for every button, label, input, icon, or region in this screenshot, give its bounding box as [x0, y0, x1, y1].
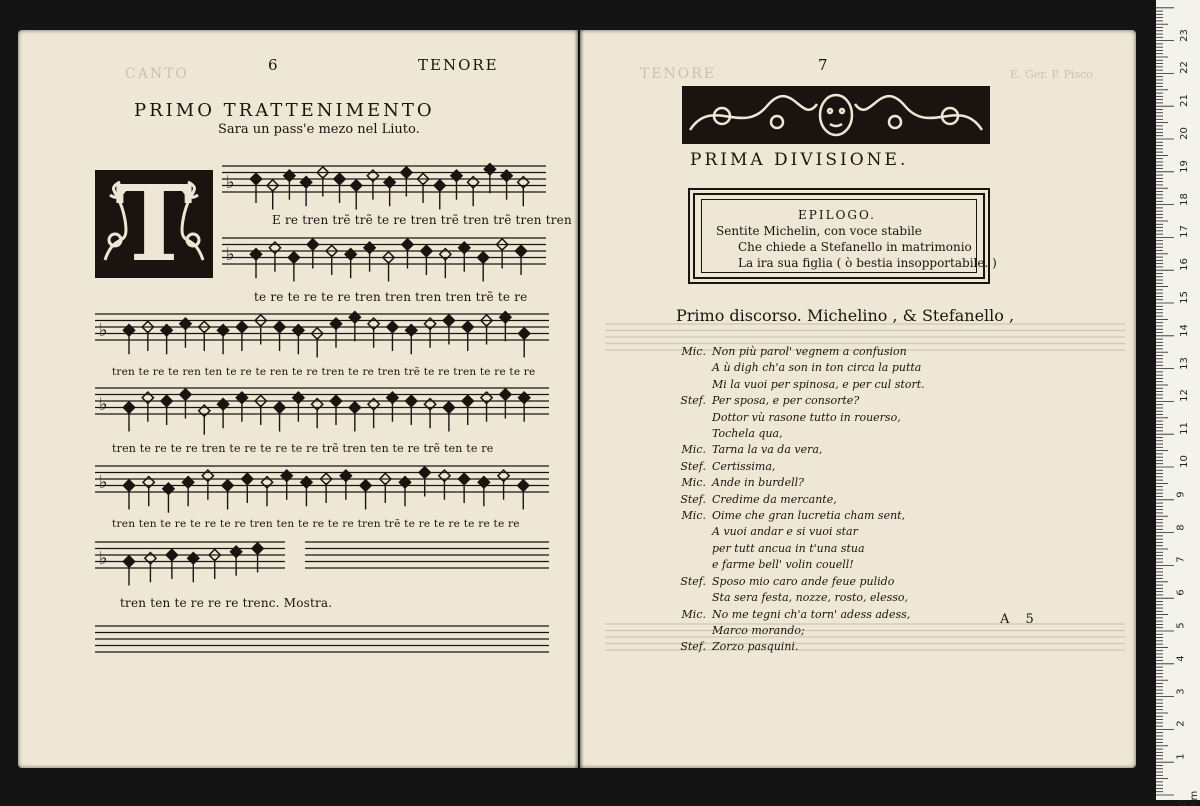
ghost-staff	[605, 320, 1125, 380]
note-head	[143, 477, 154, 488]
note-head	[307, 239, 318, 250]
note-head	[498, 470, 509, 481]
dialogue-text: Oime che gran lucretia cham sent,	[712, 509, 906, 523]
dialogue-line	[672, 459, 925, 475]
speaker-label: Mic.	[681, 476, 706, 490]
ruler-label: 10	[1178, 455, 1190, 468]
discourse-title: Primo discorso. Michelino , & Stefanello ,	[676, 306, 1015, 325]
note-head	[367, 170, 378, 181]
note-head	[406, 325, 417, 336]
dialogue-text: Ande in burdell?	[712, 476, 805, 490]
speaker-label: Stef.	[680, 492, 706, 506]
note-head	[163, 483, 174, 494]
dialogue-block	[672, 344, 925, 656]
voice-header-left: TENORE	[418, 56, 499, 74]
note-head	[188, 553, 199, 564]
dialogue-text: per tutt ancua in t'una stua	[712, 541, 865, 555]
clef-glyph: ♭	[99, 548, 108, 569]
note-head	[368, 318, 379, 329]
note-head	[180, 318, 191, 329]
note-head	[401, 167, 412, 178]
music-staff	[95, 462, 549, 522]
note-head	[368, 399, 379, 410]
ruler-label: 9	[1175, 491, 1187, 498]
ruler-label: 15	[1178, 291, 1190, 304]
ruler-label: 12	[1178, 389, 1190, 403]
epilogue-line: Sentite Michelin, con voce stabile	[716, 224, 922, 238]
speaker-label: Mic.	[681, 509, 706, 523]
note-head	[293, 325, 304, 336]
note-head	[274, 321, 285, 332]
dialogue-line	[672, 541, 925, 557]
dialogue-text: Tochela qua,	[712, 427, 783, 441]
page-number-left: 6	[268, 56, 280, 74]
dialogue-text: Mi la vuoi per spinosa, e per cul stort.	[712, 377, 925, 391]
note-head	[180, 389, 191, 400]
music-staff	[95, 384, 549, 444]
ruler-label: 18	[1178, 192, 1190, 206]
ruler-label: 22	[1178, 61, 1190, 75]
ghost-staff	[605, 620, 1125, 680]
lyric-line: tren ten te re re re trenc. Mostra.	[120, 596, 333, 610]
note-head	[519, 392, 530, 403]
ruler-label: 0 cm	[1178, 790, 1200, 806]
note-head	[387, 392, 398, 403]
dialogue-text: Sta sera festa, nozze, rosto, elesso,	[712, 591, 908, 605]
dialogue-line	[672, 442, 925, 458]
note-head	[161, 325, 172, 336]
note-head	[459, 242, 470, 253]
lyric-line: tren te re te re tren te re te re te re trẽ tren ten te re trẽ ten te re	[112, 442, 494, 455]
dialogue-line	[672, 508, 925, 524]
note-head	[351, 180, 362, 191]
left-title: PRIMO TRATTENIMENTO	[134, 100, 435, 121]
decorated-initial	[95, 162, 213, 285]
note-head	[434, 180, 445, 191]
signature-mark: A 5	[1000, 612, 1040, 627]
dialogue-text: A vuoi andar e si vuoi star	[712, 525, 858, 539]
ghost-header-right-2: E. Ger. P. Pisco	[1010, 68, 1093, 81]
speaker-label: Mic.	[681, 345, 706, 358]
note-head	[384, 177, 395, 188]
left-subtitle: Sara un pass'e mezo nel Liuto.	[218, 122, 420, 137]
note-head	[345, 249, 356, 260]
note-head	[300, 177, 311, 188]
note-head	[252, 543, 263, 554]
note-head	[462, 395, 473, 406]
note-head	[182, 477, 193, 488]
note-head	[439, 470, 450, 481]
note-head	[443, 315, 454, 326]
note-head	[519, 328, 530, 339]
dialogue-line	[672, 410, 925, 426]
speaker-label: Mic.	[681, 607, 706, 621]
note-head	[293, 392, 304, 403]
note-head	[166, 549, 177, 560]
speaker-label: Stef.	[680, 459, 706, 473]
dialogue-text: Per sposa, e per consorte?	[712, 394, 860, 408]
note-head	[274, 402, 285, 413]
note-head	[202, 470, 213, 481]
note-head	[349, 312, 360, 323]
note-head	[236, 321, 247, 332]
ruler-label: 3	[1175, 687, 1187, 695]
note-head	[242, 473, 253, 484]
lyric-line: te re te re te re tren tren tren tren trẽ te re	[254, 290, 528, 304]
dialogue-text: Credime da mercante,	[712, 492, 837, 506]
music-staff	[95, 310, 549, 370]
note-head	[123, 325, 134, 336]
dialogue-text: Zorzo pasquini.	[712, 640, 799, 654]
ruler-label: 6	[1175, 589, 1187, 596]
note-head	[222, 480, 233, 491]
ghost-header-left: CANTO	[125, 66, 189, 82]
speaker-label: Mic.	[681, 443, 706, 457]
music-staff-empty	[95, 622, 549, 682]
ruler-label: 2	[1175, 720, 1187, 728]
dialogue-line	[672, 557, 925, 573]
note-head	[484, 164, 495, 175]
note-head	[330, 395, 341, 406]
note-head	[123, 402, 134, 413]
dialogue-text: Non più parol' vegnem a confusion	[712, 345, 907, 358]
dialogue-line	[672, 393, 925, 409]
note-head	[501, 170, 512, 181]
ruler-label: 5	[1175, 622, 1187, 629]
lyric-line: tren ten te re te re te re tren ten te re te re tren trẽ te re te re te re te re	[112, 518, 520, 530]
epilogue-line: Che chiede a Stefanello in matrimonio	[738, 240, 972, 254]
clef-glyph: ♭	[226, 172, 235, 193]
music-staff	[95, 538, 285, 598]
dialogue-text: Dottor vù rasone tutto in rouerso,	[712, 410, 901, 424]
ghost-header-right: TENORE	[640, 66, 717, 82]
ruler-label: 16	[1178, 258, 1190, 272]
dialogue-line	[672, 475, 925, 491]
clef-glyph: ♭	[99, 320, 108, 341]
note-head	[145, 553, 156, 564]
ruler-label: 17	[1178, 225, 1190, 239]
note-head	[421, 245, 432, 256]
note-head	[250, 173, 261, 184]
note-head	[217, 399, 228, 410]
ruler-label: 19	[1178, 159, 1190, 173]
note-head	[364, 242, 375, 253]
note-head	[284, 170, 295, 181]
note-head	[402, 239, 413, 250]
note-head	[515, 245, 526, 256]
ruler-label: 23	[1178, 28, 1190, 42]
ruler-label: 21	[1178, 94, 1190, 108]
ruler-label: 13	[1178, 356, 1190, 370]
note-head	[481, 392, 492, 403]
lyric-line: tren te re te ren ten te re te ren te re tren te re tren trẽ te re tren te re te re	[112, 366, 536, 378]
note-head	[301, 477, 312, 488]
dialogue-text: Tarna la va da vera,	[712, 443, 823, 457]
note-head	[500, 312, 511, 323]
division-title: PRIMA DIVISIONE.	[690, 150, 909, 170]
dialogue-text: A ù digh ch'a son in ton circa la putta	[712, 361, 922, 375]
note-head	[451, 170, 462, 181]
epilogue-line: La ira sua figlia ( ò bestia insopportabile. )	[738, 256, 997, 270]
speaker-label: Stef.	[680, 640, 706, 654]
note-head	[518, 177, 529, 188]
clef-glyph: ♭	[99, 472, 108, 493]
note-head	[360, 480, 371, 491]
note-head	[334, 173, 345, 184]
note-head	[424, 318, 435, 329]
note-head	[419, 467, 430, 478]
note-head	[406, 395, 417, 406]
page-number-right: 7	[818, 56, 830, 74]
note-head	[217, 325, 228, 336]
dialogue-text: No me tegni ch'a torn' adess adess,	[712, 607, 911, 621]
dialogue-line	[672, 524, 925, 540]
dialogue-line	[672, 492, 925, 508]
note-head	[199, 405, 210, 416]
music-staff	[222, 234, 546, 294]
note-head	[340, 470, 351, 481]
note-head	[142, 392, 153, 403]
dialogue-line	[672, 590, 925, 606]
dialogue-text: Marco morando;	[712, 623, 805, 637]
note-head	[468, 177, 479, 188]
lyric-line: E re tren trẽ trẽ te re tren trẽ tren trẽ tren tren	[272, 213, 572, 227]
note-head	[387, 321, 398, 332]
ruler-label: 1	[1175, 753, 1187, 760]
note-head	[518, 480, 529, 491]
ruler-label: 7	[1175, 556, 1187, 564]
note-head	[330, 318, 341, 329]
dialogue-text: Sposo mio caro ande feue pulido	[712, 574, 895, 588]
note-head	[123, 556, 134, 567]
dialogue-text: Certissima,	[712, 459, 776, 473]
note-head	[443, 402, 454, 413]
note-head	[261, 477, 272, 488]
ruler-label: 14	[1178, 323, 1190, 337]
speaker-label: Stef.	[680, 394, 706, 408]
note-head	[250, 249, 261, 260]
note-head	[269, 242, 280, 253]
ornamental-headpiece	[682, 86, 990, 144]
dialogue-line	[672, 574, 925, 590]
note-head	[288, 252, 299, 263]
note-head	[478, 252, 489, 263]
ruler-label: 8	[1175, 523, 1187, 531]
dialogue-line	[672, 426, 925, 442]
note-head	[123, 480, 134, 491]
note-head	[500, 389, 511, 400]
clef-glyph: ♭	[99, 394, 108, 415]
note-head	[424, 399, 435, 410]
note-head	[478, 477, 489, 488]
clef-glyph: ♭	[226, 244, 235, 265]
note-head	[161, 395, 172, 406]
note-head	[458, 473, 469, 484]
speaker-label: Stef.	[680, 574, 706, 588]
ruler-label: 20	[1178, 127, 1190, 140]
note-head	[349, 402, 360, 413]
note-head	[236, 392, 247, 403]
note-head	[281, 470, 292, 481]
ruler-label: 4	[1175, 655, 1187, 662]
book-gutter	[574, 30, 584, 768]
note-head	[440, 249, 451, 260]
ruler-label: 11	[1178, 422, 1190, 436]
note-head	[462, 321, 473, 332]
epilogue-heading: EPILOGO.	[798, 208, 876, 222]
dialogue-text: e farme bell' volin couell!	[712, 558, 854, 572]
initial-letter: T	[115, 162, 193, 285]
note-head	[230, 546, 241, 557]
note-head	[312, 399, 323, 410]
note-head	[399, 477, 410, 488]
measuring-ruler	[1156, 0, 1200, 806]
